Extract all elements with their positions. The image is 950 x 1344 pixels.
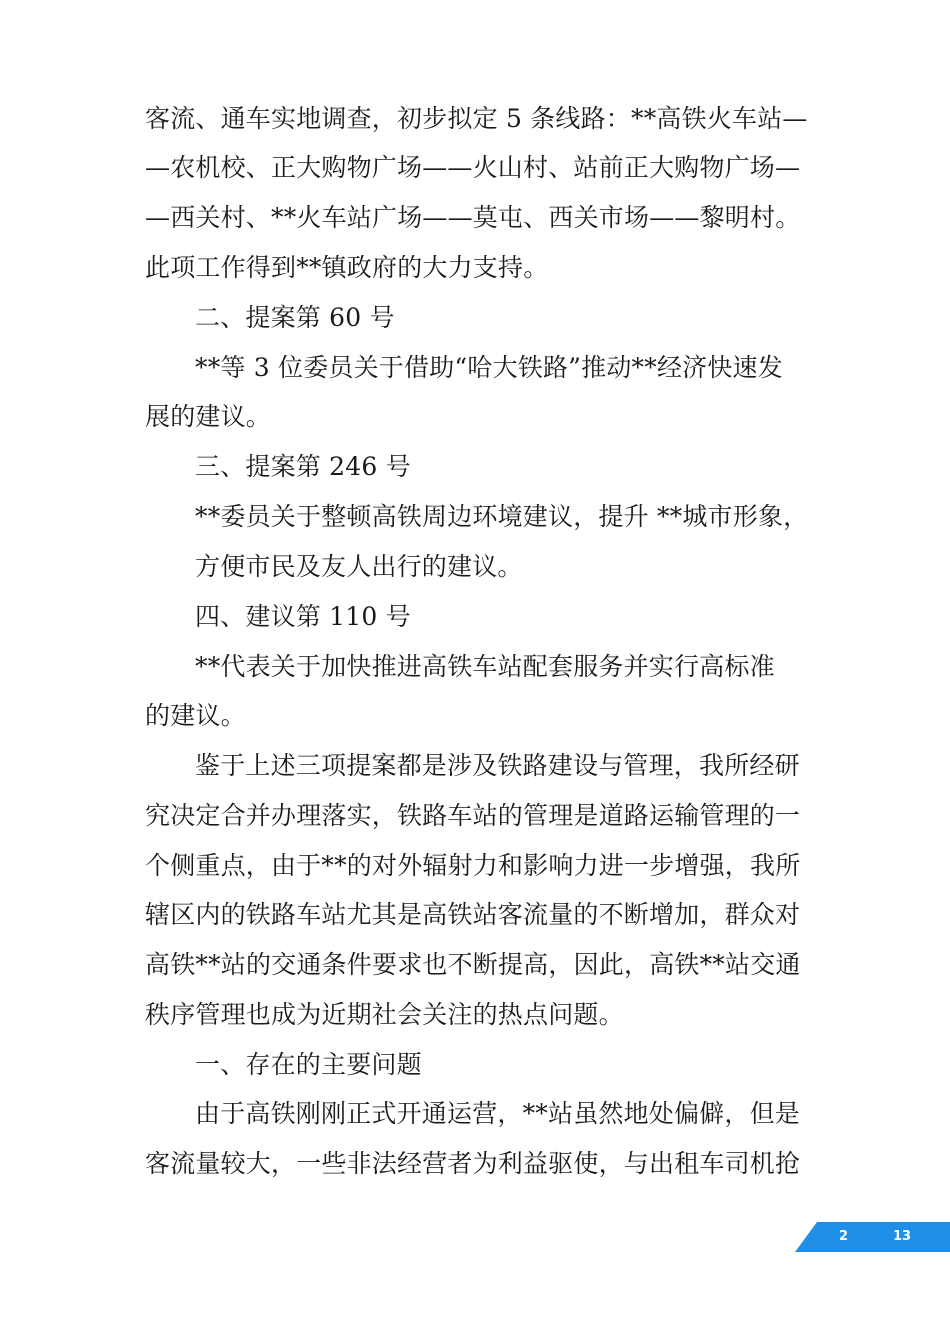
page-number-banner <box>795 1222 950 1252</box>
body-line: 此项工作得到**镇政府的大力支持。 <box>145 253 549 282</box>
body-line: —农机校、正大购物广场——火山村、站前正大购物广场— <box>145 153 801 182</box>
body-line: **等 3 位委员关于借助“哈大铁路”推动**经济快速发 <box>195 353 783 382</box>
body-line: 鉴于上述三项提案都是涉及铁路建设与管理，我所经研 <box>195 751 800 780</box>
body-line: 高铁**站的交通条件要求也不断提高，因此，高铁**站交通 <box>145 950 801 979</box>
body-line: 客流、通车实地调查，初步拟定 5 条线路：**高铁火车站— <box>145 104 808 133</box>
page-banner-shape <box>795 1222 950 1252</box>
section-heading: 二、提案第 60 号 <box>195 303 395 332</box>
body-line: 个侧重点，由于**的对外辐射力和影响力进一步增强，我所 <box>145 851 801 880</box>
body-line: 展的建议。 <box>145 402 272 431</box>
body-line: —西关村、**火车站广场——莫屯、西关市场——黎明村。 <box>145 203 801 232</box>
section-heading: 三、提案第 246 号 <box>195 452 411 481</box>
body-line: 由于高铁刚刚正式开通运营，**站虽然地处偏僻，但是 <box>195 1099 801 1128</box>
body-line: 辖区内的铁路车站尤其是高铁站客流量的不断增加，群众对 <box>145 900 801 929</box>
total-pages-number: 13 <box>893 1229 912 1244</box>
body-line: 究决定合并办理落实，铁路车站的管理是道路运输管理的一 <box>145 801 801 830</box>
current-page-number: 2 <box>839 1229 849 1244</box>
body-line: 秩序管理也成为近期社会关注的热点问题。 <box>145 1000 624 1029</box>
body-line: 客流量较大，一些非法经营者为利益驱使，与出租车司机抢 <box>145 1149 801 1178</box>
body-line: **委员关于整顿高铁周边环境建议，提升 **城市形象， <box>195 502 809 531</box>
section-heading: 四、建议第 110 号 <box>195 602 411 631</box>
body-line: 的建议。 <box>145 701 246 730</box>
body-line: 方便市民及友人出行的建议。 <box>195 552 523 581</box>
body-line: **代表关于加快推进高铁车站配套服务并实行高标准 <box>195 652 775 681</box>
section-heading: 一、存在的主要问题 <box>195 1050 422 1079</box>
